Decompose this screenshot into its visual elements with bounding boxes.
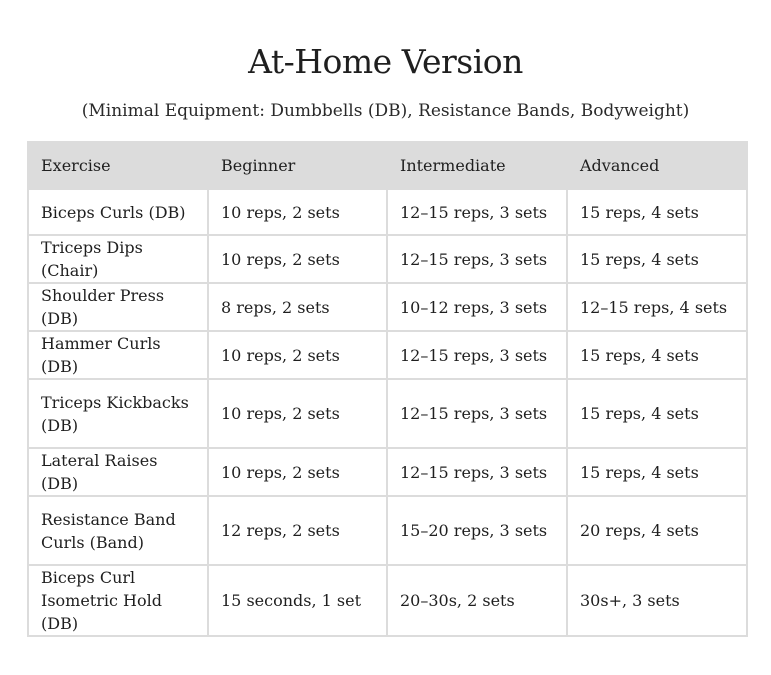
page-title: At-Home Version (248, 42, 523, 81)
cell-exercise: Triceps Kickbacks (DB) (28, 379, 208, 448)
cell-advanced: 15 reps, 4 sets (567, 331, 747, 379)
cell-advanced: 12–15 reps, 4 sets (567, 283, 747, 331)
cell-intermediate: 10–12 reps, 3 sets (387, 283, 567, 331)
cell-intermediate: 12–15 reps, 3 sets (387, 331, 567, 379)
cell-intermediate: 12–15 reps, 3 sets (387, 235, 567, 283)
header-exercise: Exercise (28, 142, 208, 189)
header-advanced: Advanced (567, 142, 747, 189)
cell-exercise: Lateral Raises (DB) (28, 448, 208, 496)
cell-beginner: 15 seconds, 1 set (208, 565, 387, 636)
page-subtitle: (Minimal Equipment: Dumbbells (DB), Resistance Bands, Bodyweight) (81, 101, 690, 121)
cell-beginner: 10 reps, 2 sets (208, 189, 387, 235)
cell-advanced: 30s+, 3 sets (567, 565, 747, 636)
table-row (28, 235, 747, 283)
table-row (28, 379, 747, 448)
workout-table (27, 141, 748, 637)
cell-beginner: 10 reps, 2 sets (208, 331, 387, 379)
header-beginner: Beginner (208, 142, 387, 189)
table-row (28, 565, 747, 636)
cell-exercise: Biceps Curl Isometric Hold (DB) (28, 565, 208, 636)
cell-advanced: 15 reps, 4 sets (567, 448, 747, 496)
cell-exercise: Triceps Dips (Chair) (28, 235, 208, 283)
cell-advanced: 15 reps, 4 sets (567, 189, 747, 235)
table-row (28, 283, 747, 331)
cell-beginner: 12 reps, 2 sets (208, 496, 387, 565)
cell-beginner: 10 reps, 2 sets (208, 448, 387, 496)
cell-intermediate: 20–30s, 2 sets (387, 565, 567, 636)
cell-advanced: 20 reps, 4 sets (567, 496, 747, 565)
cell-exercise: Hammer Curls (DB) (28, 331, 208, 379)
cell-intermediate: 12–15 reps, 3 sets (387, 189, 567, 235)
header-intermediate: Intermediate (387, 142, 567, 189)
table-row (28, 448, 747, 496)
table-header-row (28, 142, 747, 189)
table-row (28, 331, 747, 379)
table-row (28, 189, 747, 235)
cell-exercise: Shoulder Press (DB) (28, 283, 208, 331)
cell-beginner: 8 reps, 2 sets (208, 283, 387, 331)
cell-beginner: 10 reps, 2 sets (208, 379, 387, 448)
cell-exercise: Biceps Curls (DB) (28, 189, 208, 235)
cell-intermediate: 12–15 reps, 3 sets (387, 448, 567, 496)
cell-beginner: 10 reps, 2 sets (208, 235, 387, 283)
table-row (28, 496, 747, 565)
cell-advanced: 15 reps, 4 sets (567, 235, 747, 283)
cell-intermediate: 15–20 reps, 3 sets (387, 496, 567, 565)
cell-advanced: 15 reps, 4 sets (567, 379, 747, 448)
cell-intermediate: 12–15 reps, 3 sets (387, 379, 567, 448)
cell-exercise: Resistance Band Curls (Band) (28, 496, 208, 565)
